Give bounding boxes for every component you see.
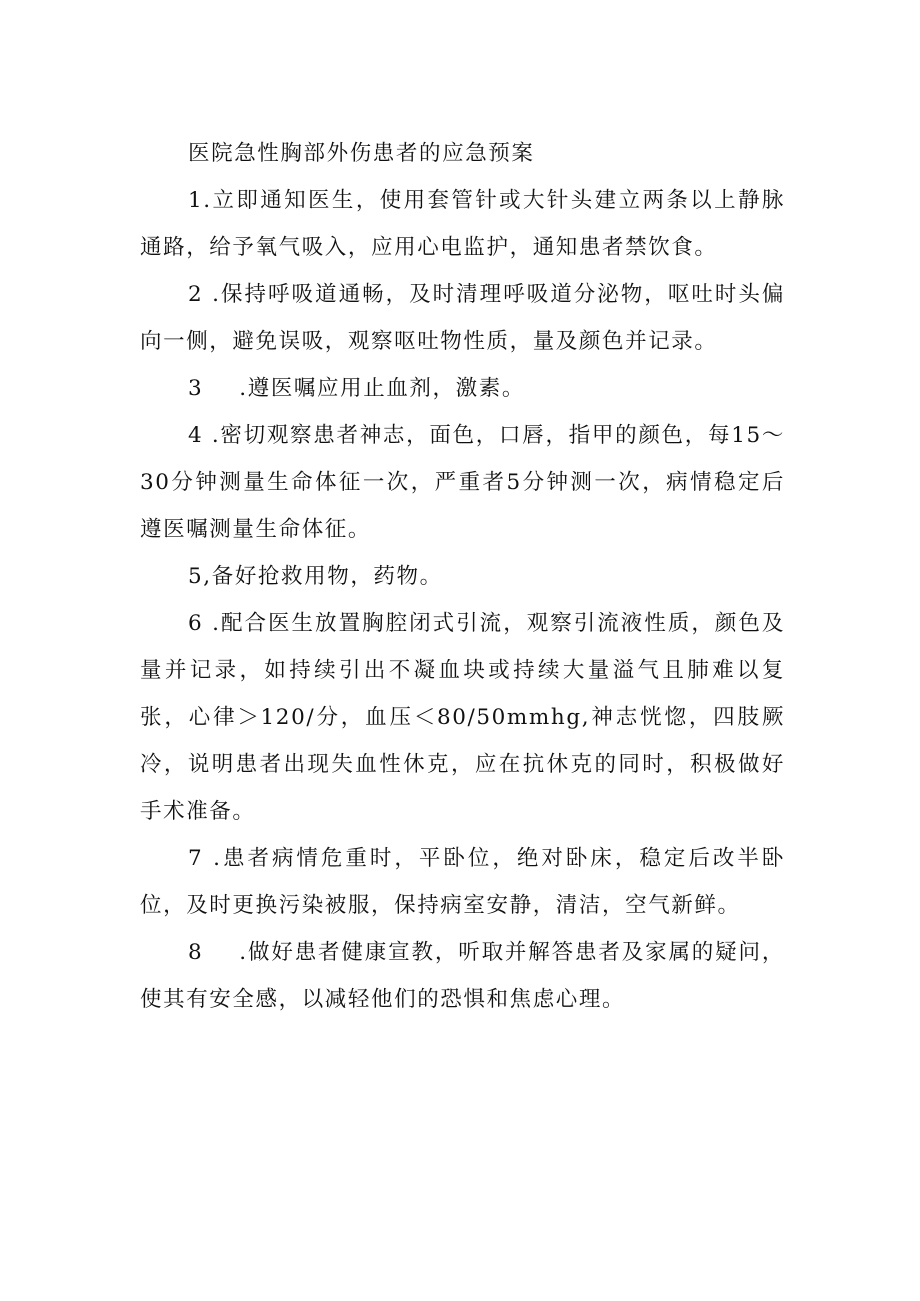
paragraph-1: 1.立即通知医生，使用套管针或大针头建立两条以上静脉通路，给予氧气吸入，应用心电监护，通知患者禁饮食。: [140, 188, 785, 260]
paragraph-3-text: .遵医嘱应用止血剂，激素。: [239, 376, 525, 401]
paragraph-6: 6 .配合医生放置胸腔闭式引流，观察引流液性质，颜色及量并记录，如持续引出不凝血块或持续大量溢气且肺难以复张，心律＞120/分，血压＜80/50mmhg,神志恍惚，四肢厥冷，说明患者出现失血性休克，应在抗休克的同时，积极做好手术准备。: [140, 611, 785, 824]
paragraph-8: [140, 929, 785, 1023]
document-title: 医院急性胸部外伤患者的应急预案: [188, 141, 535, 166]
paragraph-2: 2 .保持呼吸道通畅，及时清理呼吸道分泌物，呕吐时头偏向一侧，避免误吸，观察呕吐物性质，量及颜色并记录。: [140, 282, 785, 354]
paragraph-3-number: 3: [188, 376, 204, 401]
paragraph-8-number: 8: [188, 940, 204, 965]
paragraph-7: 7 .患者病情危重时，平卧位，绝对卧床，稳定后改半卧位，及时更换污染被服，保持病室安静，清洁，空气新鲜。: [140, 846, 785, 918]
paragraph-3: [140, 365, 785, 412]
document-body: [140, 130, 785, 1023]
paragraph-5: 5,备好抢救用物，药物。: [188, 564, 443, 589]
paragraph-8-text: .做好患者健康宣教，听取并解答患者及家属的疑问，使其有安全感，以减轻他们的恐惧和焦虑心理。: [140, 940, 785, 1012]
paragraph-4: 4 .密切观察患者神志，面色，口唇，指甲的颜色，每15～30分钟测量生命体征一次，严重者5分钟测一次，病情稳定后遵医嘱测量生命体征。: [140, 423, 785, 542]
